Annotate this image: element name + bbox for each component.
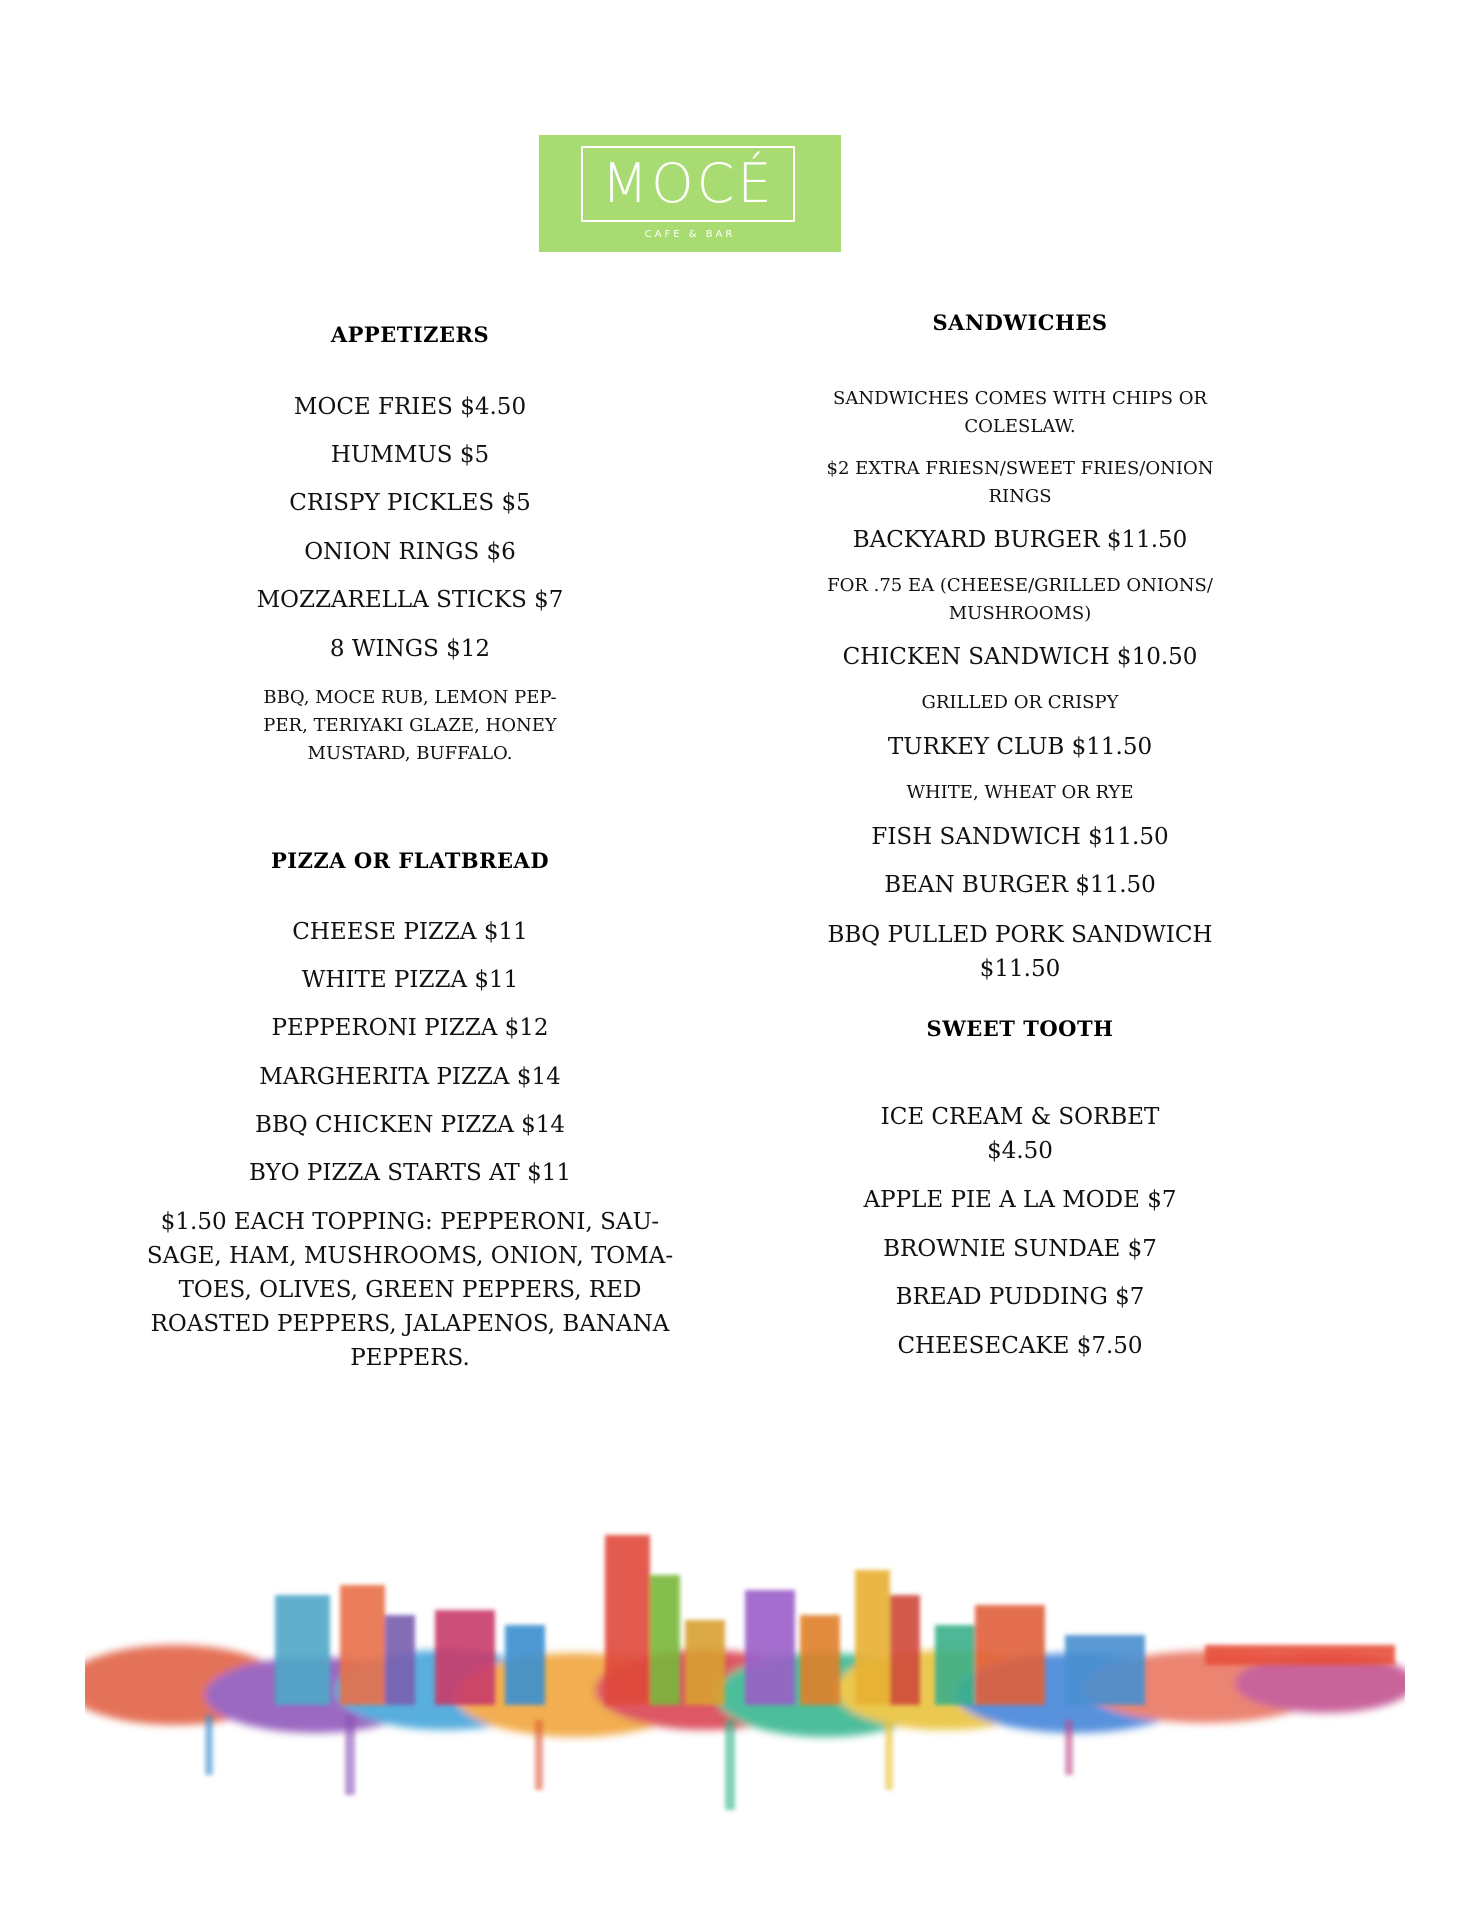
menu-item: 8 WINGS $12 (329, 636, 491, 662)
menu-item: BBQ CHICKEN PIZZA $14 (254, 1112, 566, 1138)
logo-frame (581, 146, 795, 222)
sandwich-sides-note: SANDWICHES COMES WITH CHIPS OR COLESLAW. (832, 388, 1208, 437)
menu-item: BEAN BURGER $11.50 (884, 872, 1156, 898)
menu-item: MOZZARELLA STICKS $7 (256, 587, 564, 613)
menu-item: HUMMUS $5 (330, 442, 490, 468)
menu-item: CHICKEN SANDWICH $10.50 (842, 644, 1198, 670)
menu-item: BREAD PUDDING $7 (895, 1284, 1145, 1310)
menu-item: BROWNIE SUNDAE $7 (883, 1236, 1157, 1262)
burger-addon-note: FOR .75 EA (CHEESE/GRILLED ONIONS/ MUSHROOMS) (827, 575, 1213, 624)
sweet-tooth-heading: SWEET TOOTH (926, 1016, 1114, 1041)
sandwich-extra-note: $2 EXTRA FRIESN/SWEET FRIES/ONION RINGS (826, 458, 1214, 507)
menu-item: BYO PIZZA STARTS AT $11 (249, 1160, 571, 1186)
menu-item: BBQ PULLED PORK SANDWICH $11.50 (827, 922, 1213, 982)
wings-sauce-note: BBQ, MOCE RUB, LEMON PEP-PER, TERIYAKI GLAZE, HONEY MUSTARD, BUFFALO. (263, 687, 557, 764)
menu-item: CRISPY PICKLES $5 (289, 490, 531, 516)
menu-item: WHITE PIZZA $11 (301, 967, 519, 993)
menu-item: BACKYARD BURGER $11.50 (852, 527, 1188, 553)
menu-item: TURKEY CLUB $11.50 (887, 734, 1153, 760)
menu-item: APPLE PIE A LA MODE $7 (863, 1187, 1177, 1213)
logo-wordmark: MOCÉ (601, 152, 775, 215)
chicken-style-note: GRILLED OR CRISPY (921, 692, 1119, 713)
menu-item: ONION RINGS $6 (304, 539, 516, 565)
menu-item: CHEESE PIZZA $11 (292, 919, 528, 945)
menu-item: CHEESECAKE $7.50 (897, 1333, 1143, 1359)
pizza-toppings-note: $1.50 EACH TOPPING: PEPPERONI, SAU-SAGE, HAM, MUSHROOMS, ONION, TOMA-TOES, OLIVES, GREEN PEPPERS, RED ROASTED PEPPERS, JALAPENOS, BANANA PEPPERS. (146, 1209, 674, 1371)
bread-choice-note: WHITE, WHEAT OR RYE (906, 782, 1134, 803)
city-skyline-illustration (85, 1515, 1405, 1835)
appetizers-heading: APPETIZERS (330, 322, 490, 347)
menu-item: MARGHERITA PIZZA $14 (259, 1064, 561, 1090)
moce-logo (539, 135, 841, 252)
sandwiches-heading: SANDWICHES (932, 310, 1108, 335)
pizza-heading: PIZZA OR FLATBREAD (270, 848, 550, 873)
logo-tagline: CAFE & BAR (644, 229, 736, 240)
menu-item: MOCE FRIES $4.50 (293, 394, 527, 420)
menu-item: ICE CREAM & SORBET $4.50 (880, 1104, 1160, 1164)
menu-item: FISH SANDWICH $11.50 (871, 824, 1169, 850)
menu-item: PEPPERONI PIZZA $12 (271, 1015, 549, 1041)
